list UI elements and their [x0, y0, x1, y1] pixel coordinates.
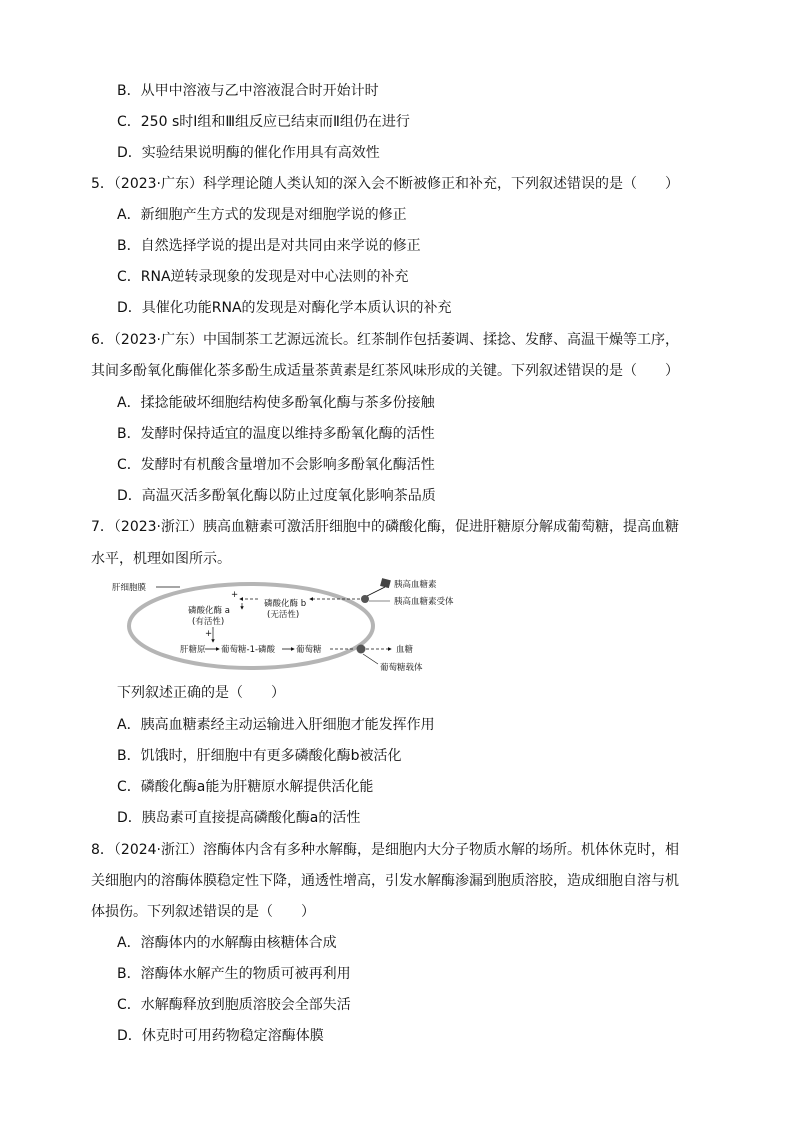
q8-option-b: B．溶酶体水解产生的物质可被再利用: [117, 966, 351, 982]
label-glycogen: 肝糖原: [180, 645, 206, 655]
label-glucagon: 胰高血糖素: [394, 580, 437, 590]
glucose-carrier-icon: [357, 645, 366, 654]
q8-option-a: A．溶酶体内的水解酶由核糖体合成: [117, 935, 337, 951]
q7-stem-line1: 7．（2023·浙江）胰高血糖素可激活肝细胞中的磷酸化酶，促进肝糖原分解成葡萄糖，提高血糖: [91, 519, 679, 535]
q8-option-d: D．休克时可用药物稳定溶酶体膜: [117, 1028, 324, 1044]
label-receptor: 胰高血糖素受体: [394, 597, 454, 607]
q8-stem-line2: 关细胞内的溶酶体膜稳定性下降，通透性增高，引发水解酶渗漏到胞质溶胶，造成细胞自溶与机: [91, 873, 679, 889]
q7-stem-line2: 水平，机理如图所示。: [91, 551, 231, 567]
q5-stem: 5．（2023·广东）科学理论随人类认知的深入会不断被修正和补充，下列叙述错误的是（ ）: [91, 176, 679, 192]
q5-option-b: B．自然选择学说的提出是对共同由来学说的修正: [117, 238, 421, 254]
q6-option-a: A．揉捻能破坏细胞结构使多酚氧化酶与茶多份接触: [117, 395, 435, 411]
q6-option-b: B．发酵时保持适宜的温度以维持多酚氧化酶的活性: [117, 426, 435, 442]
q4-option-b: B．从甲中溶液与乙中溶液混合时开始计时: [117, 83, 379, 99]
label-carrier: 葡萄糖载体: [380, 663, 423, 673]
label-glucose: 葡萄糖: [296, 645, 322, 655]
q7-option-c: C．磷酸化酶a能为肝糖原水解提供活化能: [117, 779, 374, 795]
q5-option-a: A．新细胞产生方式的发现是对细胞学说的修正: [117, 207, 407, 223]
q7-option-d: D．胰岛素可直接提高磷酸化酶a的活性: [117, 810, 361, 826]
q6-option-d: D．高温灭活多酚氧化酶以防止过度氧化影响茶品质: [117, 488, 436, 504]
q8-stem-line1: 8．（2024·浙江）溶酶体内含有多种水解酶，是细胞内大分子物质水解的场所。机体休克时，相: [91, 842, 679, 858]
plus-sign-2: +: [205, 629, 213, 639]
q6-option-c: C．发酵时有机酸含量增加不会影响多酚氧化酶活性: [117, 457, 435, 473]
label-membrane: 肝细胞膜: [112, 583, 147, 593]
label-enzyme-a-state: (有活性): [192, 617, 225, 627]
q7-option-a: A．胰高血糖素经主动运输进入肝细胞才能发挥作用: [117, 717, 435, 733]
label-bloodsugar: 血糖: [396, 645, 414, 655]
q7-prompt: 下列叙述正确的是（ ）: [117, 685, 285, 701]
q5-option-c: C．RNA逆转录现象的发现是对中心法则的补充: [117, 269, 409, 285]
cell-membrane-shape: [129, 584, 373, 668]
label-g1p: 葡萄糖-1-磷酸: [221, 645, 276, 655]
glucagon-icon: [380, 578, 391, 588]
label-enzyme-a: 磷酸化酶 a: [188, 606, 230, 616]
q8-option-c: C．水解酶释放到胞质溶胶会全部失活: [117, 997, 351, 1013]
q7-option-b: B．饥饿时，肝细胞中有更多磷酸化酶b被活化: [117, 748, 402, 764]
q6-stem-line1: 6．（2023·广东）中国制茶工艺源远流长。红茶制作包括萎调、揉捻、发酵、高温干燥等工序，: [91, 332, 679, 348]
q8-stem-line3: 体损伤。下列叙述错误的是（ ）: [91, 904, 315, 920]
q6-stem-line2: 其间多酚氧化酶催化茶多酚生成适量茶黄素是红茶风味形成的关键。下列叙述错误的是（ ）: [91, 363, 679, 379]
q4-option-d: D．实验结果说明酶的催化作用具有高效性: [117, 145, 380, 161]
label-enzyme-b: 磷酸化酶 b: [264, 599, 307, 609]
receptor-icon: [361, 595, 369, 603]
plus-sign-1: +: [231, 590, 239, 600]
liver-cell-diagram: [108, 576, 478, 674]
q4-option-c: C．250 s时Ⅰ组和Ⅲ组反应已结束而Ⅱ组仍在进行: [117, 114, 410, 130]
q5-option-d: D．具催化功能RNA的发现是对酶化学本质认识的补充: [117, 300, 452, 316]
label-enzyme-b-state: (无活性): [267, 610, 300, 620]
